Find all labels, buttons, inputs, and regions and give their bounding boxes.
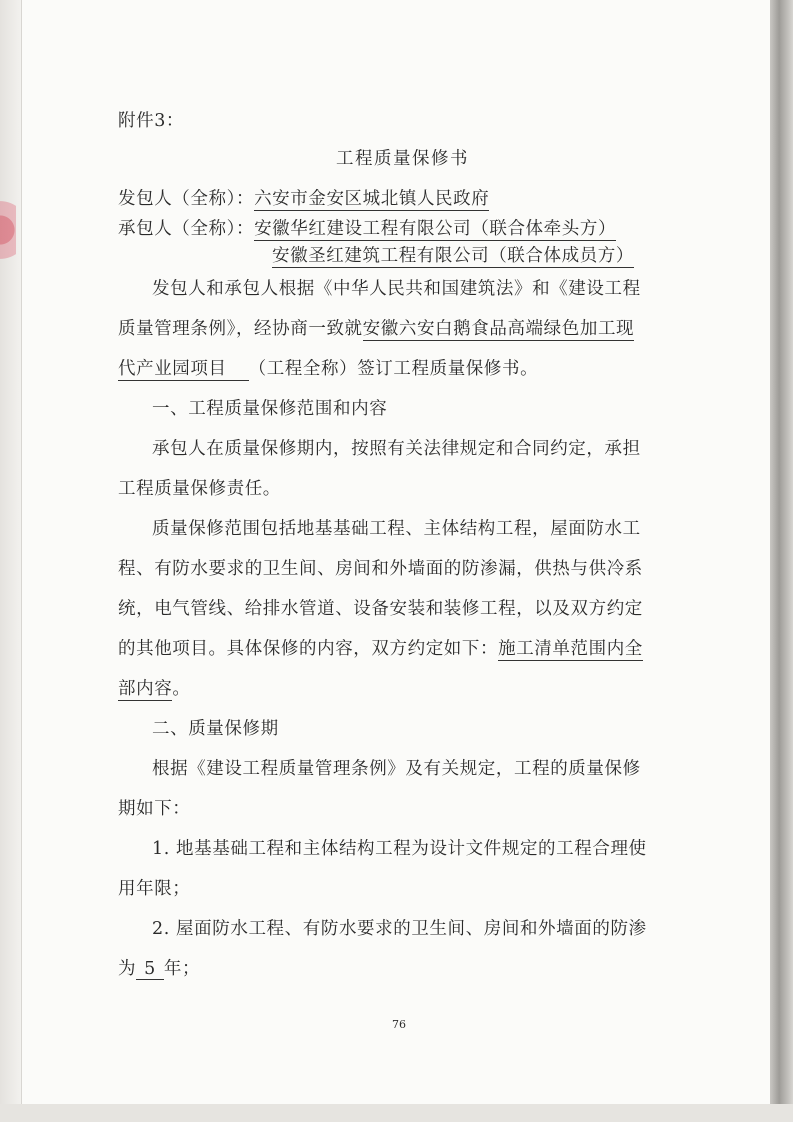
section1-p2-line2: 程、有防水要求的卫生间、房间和外墙面的防渗漏，供热与供冷系 xyxy=(118,559,643,579)
project-name-part-1: 安徽六安白鹅食品高端绿色加工现 xyxy=(362,319,635,339)
section2-item2-line2 xyxy=(118,958,200,980)
seal-stamp-fragment xyxy=(0,185,16,275)
roof-warranty-years: 5 xyxy=(136,959,164,980)
section2-item2-line1: 2. 屋面防水工程、有防水要求的卫生间、房间和外墙面的防渗 xyxy=(152,919,647,939)
employer-row xyxy=(118,188,489,210)
intro-line-2 xyxy=(118,318,634,340)
section2-item1-line2: 用年限； xyxy=(118,879,191,899)
section1-p1-line2: 工程质量保修责任。 xyxy=(118,479,281,499)
item2-text-end: 年； xyxy=(163,959,201,979)
contractor-name-1: 安徽华红建设工程有限公司（联合体牵头方） xyxy=(254,219,617,239)
contractor-label: 承包人（全称）： xyxy=(118,219,255,239)
contractor-row xyxy=(118,218,616,240)
section1-heading: 一、工程质量保修范围和内容 xyxy=(152,399,388,419)
section1-p1-line1: 承包人在质量保修期内，按照有关法律规定和合同约定，承担 xyxy=(152,439,641,459)
section2-item1-line1: 1. 地基基础工程和主体结构工程为设计文件规定的工程合理使 xyxy=(152,839,647,859)
section2-p1-line2: 期如下： xyxy=(118,799,191,819)
intro-text-end: （工程全称）签订工程质量保修书。 xyxy=(248,359,539,379)
scope-content-part-1: 施工清单范围内全 xyxy=(498,639,643,659)
section2-heading: 二、质量保修期 xyxy=(152,719,279,739)
document-title: 工程质量保修书 xyxy=(336,149,469,169)
section1-p2-line3: 统，电气管线、给排水管道、设备安装和装修工程，以及双方约定 xyxy=(118,599,643,619)
section1-p2-text: 的其他项目。具体保修的内容，双方约定如下： xyxy=(118,639,499,659)
section1-p2-line4 xyxy=(118,638,643,660)
intro-line-1: 发包人和承包人根据《中华人民共和国建筑法》和《建设工程 xyxy=(152,279,641,299)
scan-bottom-edge xyxy=(0,1104,793,1122)
section2-p1-line1: 根据《建设工程质量管理条例》及有关规定，工程的质量保修 xyxy=(152,759,641,779)
item2-text: 为 xyxy=(118,959,137,979)
employer-label: 发包人（全称）： xyxy=(118,189,255,209)
scan-left-edge xyxy=(0,0,22,1122)
contractor-name-2: 安徽圣红建筑工程有限公司（联合体成员方） xyxy=(272,246,634,266)
project-name-part-2: 代产业园项目 xyxy=(118,359,249,381)
contractor-row-2 xyxy=(272,245,634,267)
scan-right-edge xyxy=(770,0,793,1122)
intro-line-3 xyxy=(118,358,538,380)
page-number: 76 xyxy=(392,1018,406,1031)
scope-content-part-2: 部内容 xyxy=(118,679,173,699)
attachment-label: 附件3： xyxy=(118,111,185,131)
intro-text: 质量管理条例》，经协商一致就 xyxy=(118,319,363,339)
employer-name: 六安市金安区城北镇人民政府 xyxy=(254,189,490,209)
section1-p2-end: 。 xyxy=(172,679,191,699)
section1-p2-line5 xyxy=(118,678,190,700)
section1-p2-line1: 质量保修范围包括地基基础工程、主体结构工程，屋面防水工 xyxy=(152,519,641,539)
